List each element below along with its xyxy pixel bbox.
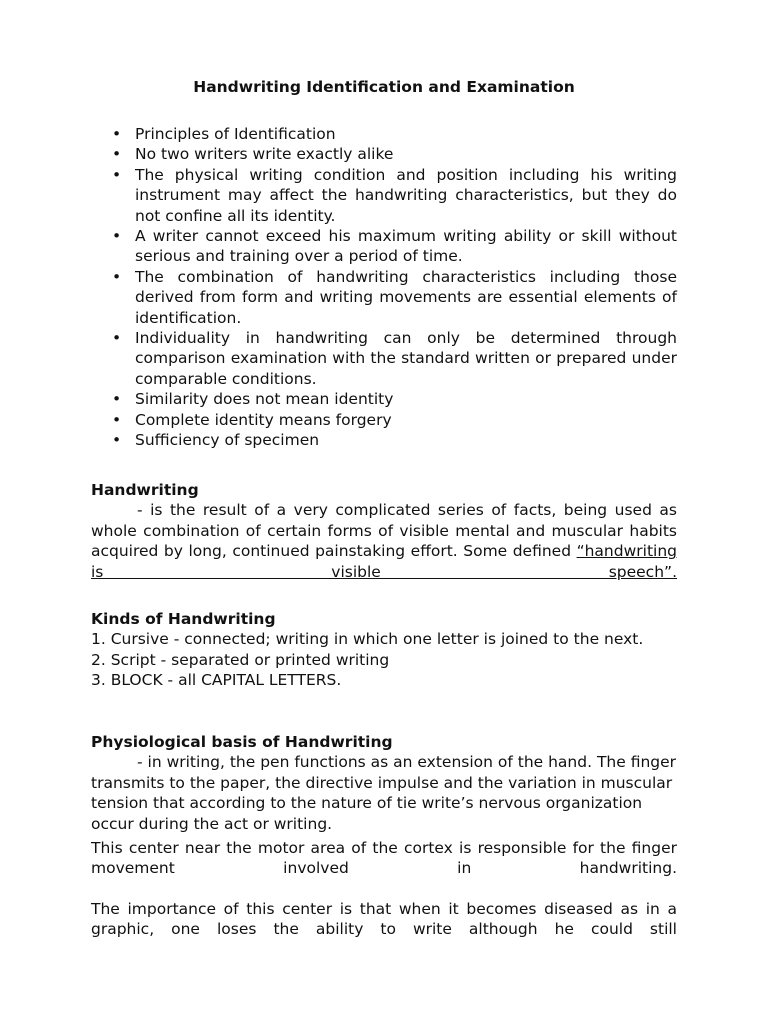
principles-list: [112, 124, 677, 451]
physiological-heading: Physiological basis of Handwriting: [91, 733, 393, 751]
principle-item: • Principles of Identification: [112, 124, 677, 144]
kind-item: 3. BLOCK - all CAPITAL LETTERS.: [91, 671, 342, 690]
principle-item: • The combination of handwriting characteristics including those derived from form and writing movements are essential elements of identification.: [112, 267, 677, 328]
document-title: Handwriting Identification and Examination: [193, 78, 575, 96]
kinds-heading: Kinds of Handwriting: [91, 610, 276, 628]
center-paragraph: This center near the motor area of the cortex is responsible for the finger movement involved in handwriting.: [91, 839, 677, 878]
physiological-body: - in writing, the pen functions as an extension of the hand. The finger transmits to the paper, the directive impulse and the variation in muscular tension that according to the nature of tie write’s nervous organization occur during the act or writing.: [91, 753, 677, 833]
principle-item: • No two writers write exactly alike: [112, 144, 677, 164]
principle-item: • Complete identity means forgery: [112, 410, 677, 430]
principle-item: • Sufficiency of specimen: [112, 430, 677, 450]
principle-item: • The physical writing condition and position including his writing instrument may affect the handwriting characteristics, but they do not confine all its identity.: [112, 165, 677, 226]
kind-item: 2. Script - separated or printed writing: [91, 650, 390, 669]
handwriting-section: [91, 480, 677, 582]
handwriting-definition: [91, 500, 677, 582]
kind-item: 1. Cursive - connected; writing in which one letter is joined to the next.: [91, 630, 644, 649]
kinds-section: [91, 609, 677, 691]
handwriting-heading: Handwriting: [91, 481, 199, 499]
physiological-section: [91, 732, 677, 940]
principle-item: • A writer cannot exceed his maximum writing ability or skill without serious and training over a period of time.: [112, 226, 677, 267]
principle-item: • Similarity does not mean identity: [112, 389, 677, 409]
handwriting-quote: “handwriting is visible speech”.: [91, 542, 677, 581]
principle-item: • Individuality in handwriting can only be determined through comparison examination with the standard written or prepared under comparable conditions.: [112, 328, 677, 389]
importance-paragraph: The importance of this center is that when it becomes diseased as in a graphic, one loses the ability to write although he could still: [91, 899, 677, 939]
handwriting-definition-text: - is the result of a very complicated series of facts, being used as whole combination of certain forms of visible mental and muscular habits acquired by long, continued painstaking effort. Some defined: [91, 501, 677, 561]
